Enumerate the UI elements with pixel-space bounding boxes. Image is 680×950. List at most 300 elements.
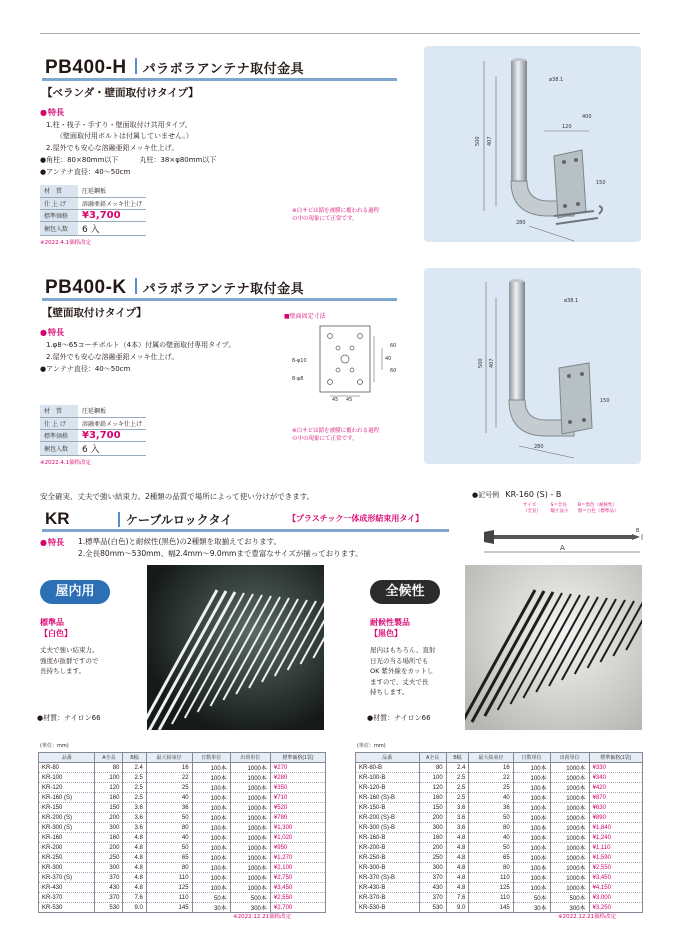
table-row [39,893,326,903]
black-cell: 1000本 [550,773,589,783]
table-row [356,903,643,913]
white-header: B幅 [123,753,146,763]
white-cell: 100本 [192,843,230,853]
pb400h-type: 【ベランダ・壁面取付けタイプ】 [42,87,199,99]
white-cell: 100本 [192,793,230,803]
pb400k-model: PB400-K [45,277,127,298]
white-cell: 80 [146,863,192,873]
white-cell: 30本 [192,903,230,913]
white-cell: 145 [146,903,192,913]
white-cell: 300本 [230,903,270,913]
white-cell: 2.5 [123,773,146,783]
black-cell: 2.5 [446,783,469,793]
pb400h-line-2: （壁面取付用ボルトは付属していません。） [56,132,193,140]
white-cell: 16 [146,763,192,773]
black-cell: 50 [469,843,513,853]
kr-line-1: 1.標準品(白色)と耐候性(黒色)の2種類を取揃えております。 [78,537,282,546]
black-cell: ¥890 [589,813,642,823]
white-cell: ¥3,450 [270,883,325,893]
black-cell: 80 [469,863,513,873]
black-cell: 100本 [513,843,550,853]
cable-tie [485,592,553,716]
black-cell: 100本 [513,823,550,833]
white-cell: 1000本 [230,853,270,863]
table-row [39,863,326,873]
white-header: 日数単位 [192,753,230,763]
pb400h-underline [42,78,397,81]
table-row [356,883,643,893]
white-cell: 80 [146,823,192,833]
white-cell: 50 [146,813,192,823]
kr-tie-diagram [470,522,645,562]
black-cell: 50本 [513,893,550,903]
white-cell: KR-430 [39,883,95,893]
black-cell: 3.6 [446,803,469,813]
black-header: 日数単位 [513,753,550,763]
white-cell: 160 [95,833,123,843]
black-cell: ¥3,250 [589,903,642,913]
black-cell: 110 [469,893,513,903]
black-cell: KR-300-B [356,863,420,873]
svg-text:280: 280 [516,220,526,226]
white-cell: 100本 [192,883,230,893]
table-row [39,873,326,883]
pb400k-product-image [424,268,641,464]
cable-tie [198,595,262,712]
cable-tie [159,592,235,730]
table-row [39,903,326,913]
white-cell: KR-80 [39,763,95,773]
kr-outdoor-tag: 全候性 [370,580,440,604]
black-cell: 250 [419,853,446,863]
black-cell: 4.8 [446,833,469,843]
table-row [39,823,326,833]
cable-tie [288,602,324,670]
black-cell: 16 [469,763,513,773]
white-cell: 40 [146,793,192,803]
white-cell: KR-200 [39,843,95,853]
black-cell: ¥1,110 [589,843,642,853]
white-cell: 370 [95,893,123,903]
black-header: 出荷単位 [550,753,589,763]
white-cell: ¥350 [270,783,325,793]
table-row [356,823,643,833]
white-cell: KR-200 (S) [39,813,95,823]
table-row [356,793,643,803]
black-header: B幅 [446,753,469,763]
kr-black-ties-image [465,565,642,730]
black-cell: 4.8 [446,843,469,853]
pb400h-line-1: 1.柱・桟子・手すり・壁面取付け共用タイプ。 [46,121,192,129]
black-cell: 1000本 [550,763,589,773]
white-cell: KR-370 [39,893,95,903]
white-cell: KR-530 [39,903,95,913]
svg-text:500: 500 [478,358,484,368]
cable-tie [472,591,544,722]
pb400k-underline [42,298,397,301]
white-cell: KR-250 [39,853,95,863]
black-cell: 110 [469,873,513,883]
table-row [356,773,643,783]
cable-tie [562,598,607,680]
svg-text:ø38.1: ø38.1 [564,298,579,304]
svg-text:45: 45 [332,397,339,402]
pb400k-wall-diagram [290,322,405,402]
table-row [39,843,326,853]
table-row [356,863,643,873]
black-cell: 300本 [550,903,589,913]
white-cell: KR-120 [39,783,95,793]
black-cell: KR-530-B [356,903,420,913]
white-cell: 1000本 [230,823,270,833]
white-cell: 1000本 [230,843,270,853]
black-cell: ¥630 [589,803,642,813]
white-cell: 300 [95,863,123,873]
white-cell: KR-160 [39,833,95,843]
black-cell: ¥1,840 [589,823,642,833]
white-cell: ¥780 [270,813,325,823]
white-cell: 3.6 [123,823,146,833]
black-cell: KR-250-B [356,853,420,863]
pb400k-wall-label: ■壁面固定寸法 [284,313,326,320]
black-cell: 2.5 [446,793,469,803]
white-cell: 100本 [192,763,230,773]
black-cell: 3.6 [446,813,469,823]
black-cell: 300 [419,823,446,833]
black-cell: KR-160 (S)-B [356,793,420,803]
kr-example-code: KR-160 (S) - B [505,490,562,499]
white-cell: 4.8 [123,853,146,863]
white-header: 品番 [39,753,95,763]
table-row [356,803,643,813]
white-cell: 4.8 [123,883,146,893]
white-cell: 3.6 [123,803,146,813]
svg-text:500: 500 [475,136,481,146]
table-row [39,883,326,893]
kr-indoor-desc: 丈夫で強い結束力。 強度が抜群ですので 長持ちします。 [40,646,99,675]
white-cell: 1000本 [230,763,270,773]
black-cell: KR-370-B [356,893,420,903]
black-cell: 100本 [513,833,550,843]
pb400k-line-3: ●アンテナ直径：40～50cm [40,365,131,373]
svg-text:ø38.1: ø38.1 [549,77,564,83]
pb400h-spec-table: 材 質 圧延鋼板 仕 上 げ 溶融亜鉛メッキ仕上げ 標準価格 ¥3,700 梱包入数 6 入 [40,185,146,236]
black-cell: 1000本 [550,873,589,883]
table-row [356,873,643,883]
white-cell: 4.8 [123,873,146,883]
white-cell: ¥520 [270,803,325,813]
table-row [356,813,643,823]
black-cell: ¥1,590 [589,853,642,863]
white-cell: 200 [95,843,123,853]
pb400h-line-5: ●アンテナ直径：40～50cm [40,168,131,176]
black-cell: 100本 [513,763,550,773]
table-row [356,763,643,773]
table-row [39,793,326,803]
white-cell: 110 [146,893,192,903]
pb400k-line-2: 2.屋外でも安心な溶融亜鉛メッキ仕上げ。 [46,353,179,361]
table-row [356,853,643,863]
white-cell: 100本 [192,783,230,793]
kr-title-sep [118,512,120,527]
white-cell: 100本 [192,813,230,823]
white-cell: ¥710 [270,793,325,803]
white-cell: KR-150 [39,803,95,813]
svg-text:280: 280 [534,444,544,450]
white-cell: 100本 [192,833,230,843]
pb400k-heading [45,277,304,299]
white-cell: 250 [95,853,123,863]
white-cell: 500本 [230,893,270,903]
black-cell: 7.6 [446,893,469,903]
pb400k-rust-note: ※白サビは錆を被膜に覆われる過程 の中の現象にて正常です。 [292,428,380,442]
black-cell: 100本 [513,773,550,783]
white-cell: ¥1,020 [270,833,325,843]
black-cell: 100本 [513,853,550,863]
black-cell: KR-300 (S)-B [356,823,420,833]
black-cell: 100 [419,773,446,783]
cable-tie [600,601,634,662]
pb400k-price-note: ※2022.4.1価格改定 [40,460,92,466]
pb400h-rust-note: ※白サビは錆を被膜に覆われる過程 の中の現象にて正常です。 [292,208,380,222]
cable-tie [185,594,253,718]
kr-white-unit: (単位：mm) [40,743,69,749]
black-cell: 80 [419,763,446,773]
black-cell: 22 [469,773,513,783]
black-cell: 2.5 [446,773,469,783]
kr-outdoor-caption: 耐候性製品 【黒色】 [370,618,410,638]
black-cell: KR-150-B [356,803,420,813]
white-cell: 125 [146,883,192,893]
pb400k-type: 【壁面取付けタイプ】 [42,307,147,319]
black-cell: 4.8 [446,873,469,883]
white-cell: ¥280 [270,773,325,783]
black-cell: 150 [419,803,446,813]
svg-text:150: 150 [600,398,610,404]
kr-feature-label: ● 特長 [40,537,64,548]
svg-text:400: 400 [582,114,592,120]
table-row [356,893,643,903]
cable-tie [549,597,598,686]
svg-text:A: A [560,544,565,552]
white-cell: KR-370 (S) [39,873,95,883]
kr-indoor-caption: 標準品 【白色】 [40,618,72,638]
black-cell: 4.8 [446,863,469,873]
black-cell: 200 [419,843,446,853]
cable-tie [172,593,244,724]
white-cell: 7.6 [123,893,146,903]
black-cell: 160 [419,793,446,803]
white-cell: 1000本 [230,783,270,793]
kr-indoor-tag: 屋内用 [40,580,110,604]
kr-white-ties-image [147,565,324,730]
table-row [356,783,643,793]
black-cell: ¥2,550 [589,863,642,873]
white-cell: KR-100 [39,773,95,783]
white-cell: 25 [146,783,192,793]
white-cell: 2.5 [123,793,146,803]
white-cell: 1000本 [230,873,270,883]
cable-tie [211,596,272,706]
table-row [39,783,326,793]
black-cell: 1000本 [550,833,589,843]
black-cell: KR-200-B [356,843,420,853]
white-cell: 2.5 [123,783,146,793]
black-header: 標準価格(1袋) [589,753,642,763]
black-cell: 1000本 [550,803,589,813]
black-cell: 36 [469,803,513,813]
black-cell: 160 [419,833,446,843]
black-cell: KR-370 (S)-B [356,873,420,883]
black-cell: 100本 [513,793,550,803]
table-row [39,853,326,863]
black-cell: 125 [469,883,513,893]
white-cell: 100本 [192,853,230,863]
black-cell: 25 [469,783,513,793]
table-row [39,813,326,823]
white-cell: 100 [95,773,123,783]
white-header: 最大結束径 [146,753,192,763]
table-row [356,843,643,853]
black-cell: 2.4 [446,763,469,773]
black-cell: 3.6 [446,823,469,833]
black-cell: ¥3,000 [589,893,642,903]
black-cell: 4.8 [446,853,469,863]
black-cell: 65 [469,853,513,863]
black-cell: ¥340 [589,773,642,783]
white-cell: 430 [95,883,123,893]
cable-tie [262,600,307,682]
pb400h-heading [45,57,304,79]
svg-text:120: 120 [562,124,572,130]
table-row [39,773,326,783]
kr-model: KR [45,509,70,528]
kr-white-table [38,752,326,913]
white-cell: 100本 [192,823,230,833]
black-cell: 1000本 [550,863,589,873]
white-cell: 4.8 [123,843,146,853]
white-cell: 100本 [192,773,230,783]
white-cell: 200 [95,813,123,823]
white-cell: 80 [95,763,123,773]
white-cell: ¥2,700 [270,903,325,913]
black-cell: 9.0 [446,903,469,913]
white-cell: 150 [95,803,123,813]
svg-text:8-φ10: 8-φ10 [292,358,307,364]
cable-tie [498,593,562,710]
white-cell: KR-300 [39,863,95,873]
top-rule [40,33,640,34]
black-cell: 200 [419,813,446,823]
black-header: 品番 [356,753,420,763]
white-header: A全長 [95,753,123,763]
white-cell: ¥2,550 [270,893,325,903]
black-cell: 1000本 [550,783,589,793]
black-cell: 1000本 [550,793,589,803]
white-cell: ¥2,100 [270,863,325,873]
black-cell: 100本 [513,783,550,793]
svg-text:40: 40 [385,356,392,362]
white-cell: 100本 [192,873,230,883]
black-cell: KR-160-B [356,833,420,843]
pb400k-feature-label: ● 特長 [40,327,64,338]
black-cell: KR-100-B [356,773,420,783]
black-cell: 40 [469,833,513,843]
black-cell: ¥330 [589,763,642,773]
black-cell: ¥4,150 [589,883,642,893]
kr-black-price-note: ※2022.12.21価格改定 [558,914,617,920]
svg-text:8-φ8: 8-φ8 [292,376,304,382]
black-cell: 145 [469,903,513,913]
white-cell: 370 [95,873,123,883]
black-cell: 50 [469,813,513,823]
white-cell: 1000本 [230,793,270,803]
black-cell: 500本 [550,893,589,903]
white-cell: 1000本 [230,773,270,783]
pb400h-line-3: 2.屋外でも安心な溶融亜鉛メッキ仕上げ。 [46,144,179,152]
white-cell: 1000本 [230,883,270,893]
black-cell: KR-200 (S)-B [356,813,420,823]
black-cell: 40 [469,793,513,803]
svg-text:B: B [636,528,640,534]
kr-intro: 安全確実、丈夫で強い結束力。2種類の品質で場所によって使い分けができます。 [40,492,315,501]
white-cell: 300 [95,823,123,833]
black-cell: 1000本 [550,883,589,893]
white-cell: 1000本 [230,863,270,873]
table-row [39,763,326,773]
black-cell: KR-120-B [356,783,420,793]
black-header: A全長 [419,753,446,763]
black-cell: 100本 [513,883,550,893]
pb400k-spec-table: 材 質 圧延鋼板 仕 上 げ 溶融亜鉛メッキ仕上げ 標準価格 ¥3,700 梱包入数 6 入 [40,405,146,456]
white-cell: KR-160 (S) [39,793,95,803]
black-cell: ¥1,240 [589,833,642,843]
white-cell: 120 [95,783,123,793]
pb400h-model: PB400-H [45,57,127,78]
white-cell: 1000本 [230,803,270,813]
pb400h-feature-label: ● 特長 [40,107,64,118]
white-cell: 1000本 [230,833,270,843]
black-cell: ¥870 [589,793,642,803]
table-row [39,833,326,843]
svg-text:407: 407 [489,358,495,368]
black-cell: 300 [419,863,446,873]
pb400h-line-4: ●角柱：80×80mm以下 丸柱：38×φ80mm以下 [40,156,217,164]
white-cell: ¥270 [270,763,325,773]
table-row [39,803,326,813]
svg-text:150: 150 [596,180,606,186]
pb400h-product-image [424,46,641,242]
black-cell: 530 [419,903,446,913]
white-cell: 3.6 [123,813,146,823]
black-cell: 100本 [513,813,550,823]
cable-tie [249,599,298,688]
kr-white-price-note: ※2022.12.21価格改定 [233,914,292,920]
svg-text:45: 45 [346,397,353,402]
kr-underline [42,529,449,532]
white-cell: 2.4 [123,763,146,773]
black-cell: 100本 [513,863,550,873]
white-cell: 100本 [192,803,230,813]
black-cell: 370 [419,873,446,883]
black-cell: ¥420 [589,783,642,793]
white-header: 標準価格(1袋) [270,753,325,763]
table-row [356,833,643,843]
white-cell: 40 [146,833,192,843]
pb400k-title: パラボラアンテナ取付金具 [142,281,305,296]
kr-black-table [355,752,643,913]
kr-example-label: ●記号例 KR-160 (S) - B [472,490,562,499]
